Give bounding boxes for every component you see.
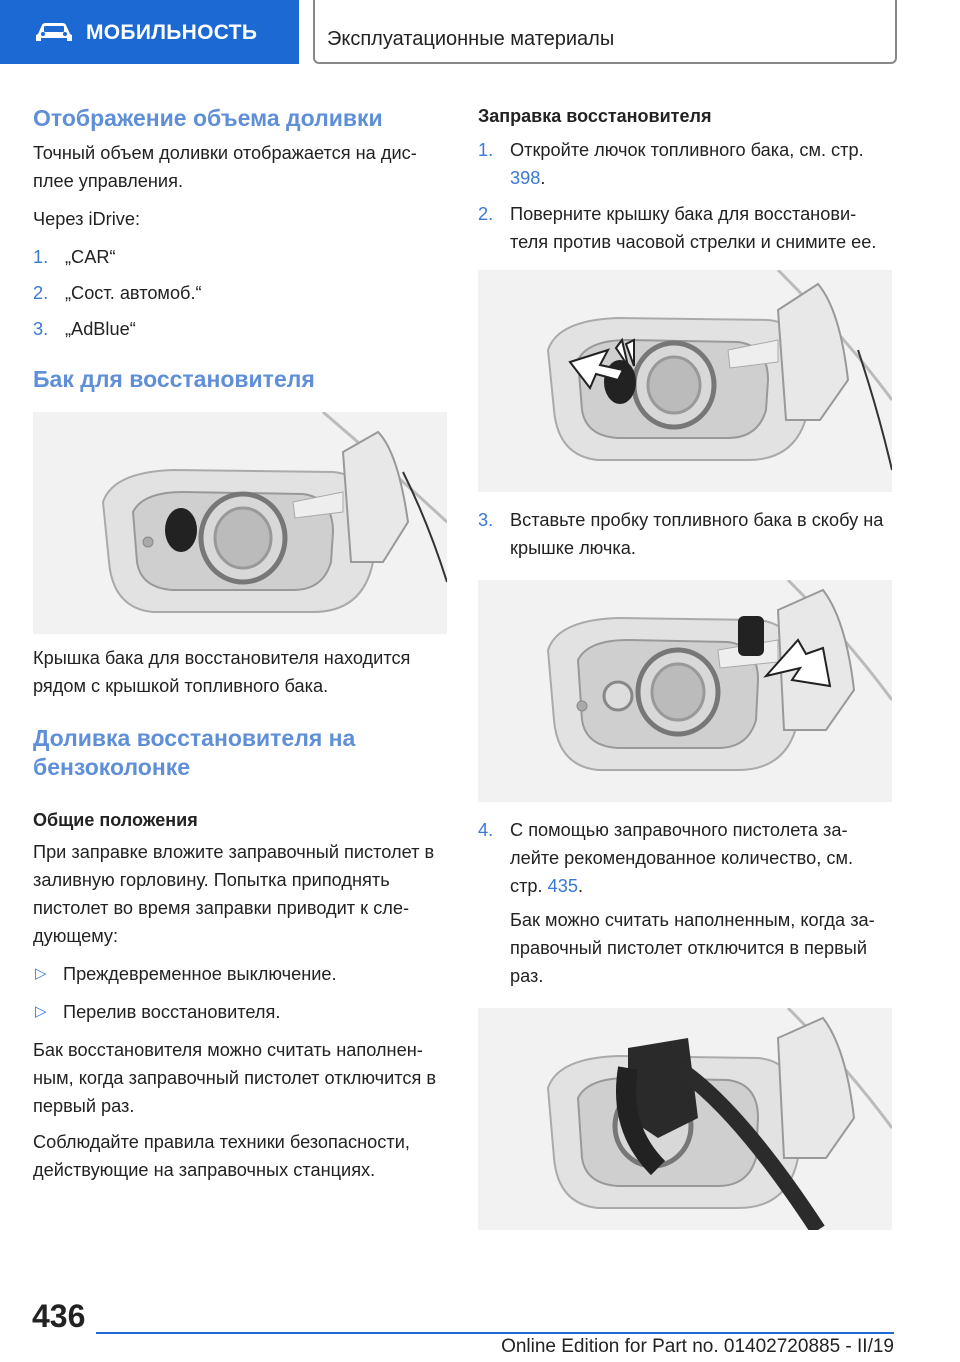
- heading-refill-station: Доливка восстановителя на бензоколонке: [33, 725, 356, 780]
- list-item: [478, 200, 890, 256]
- list-number: 3.: [33, 319, 49, 339]
- car-icon: [34, 20, 74, 44]
- paragraph-safety: Соблюдайте правила техники безопасности, действующие на заправочных станциях.: [33, 1132, 410, 1180]
- paragraph-via-idrive: Через iDrive:: [33, 209, 140, 229]
- list-item: [478, 506, 890, 562]
- footer-divider: [96, 1332, 894, 1334]
- list-item: [33, 998, 453, 1026]
- remove-cap-illustration: [478, 270, 892, 492]
- tank-lid-illustration: [33, 412, 447, 634]
- page-link-435[interactable]: 435: [547, 876, 579, 896]
- nozzle-illustration: [478, 1008, 892, 1230]
- list-item: [478, 816, 890, 900]
- right-column: [478, 100, 890, 1230]
- list-number: 2.: [33, 283, 49, 303]
- list-text-end: .: [540, 168, 546, 188]
- list-number: 4.: [478, 820, 494, 840]
- insert-cap-illustration: [478, 580, 892, 802]
- list-item: [33, 279, 453, 307]
- heading-volume: Отображение объема доливки: [33, 105, 383, 131]
- chapter-title: Эксплуатационные материалы: [327, 28, 615, 50]
- list-text: „Сост. автомоб.“: [65, 283, 202, 303]
- list-item: [33, 960, 453, 988]
- left-column: [33, 100, 453, 1184]
- list-text-end: .: [578, 876, 584, 896]
- heading-tank: Бак для восстановителя: [33, 366, 315, 392]
- list-text: Откройте лючок топливного бака, см. стр.: [510, 140, 864, 160]
- idrive-steps: [33, 243, 453, 343]
- page-number: 436: [32, 1298, 86, 1334]
- list-number: 1.: [478, 140, 494, 160]
- paragraph-general: При заправке вложите заправочный пистолет в заливную горловину. Попытка приподнять пистолет во время заправки приводит к сле-дующему:: [33, 842, 435, 946]
- list-text: Преждевременное выключение.: [63, 964, 337, 984]
- list-text: Вставьте пробку топливного бака в скобу на крышке лючка.: [510, 510, 884, 558]
- list-item: [33, 315, 453, 343]
- list-text: Поверните крышку бака для восстанови-теля против часовой стрелки и снимите ее.: [510, 204, 877, 252]
- chapter-title-box[interactable]: [313, 0, 897, 64]
- list-text: Перелив восстановителя.: [63, 1002, 281, 1022]
- heading-fill: Заправка восстановителя: [478, 106, 712, 126]
- list-text: „CAR“: [65, 247, 116, 267]
- section-tab[interactable]: [0, 0, 299, 64]
- list-number: 1.: [33, 247, 49, 267]
- triangle-right-icon: ▷: [35, 1003, 47, 1020]
- heading-general: Общие положения: [33, 810, 198, 830]
- triangle-right-icon: ▷: [35, 965, 47, 982]
- list-item: [478, 136, 890, 192]
- list-item: [33, 243, 453, 271]
- list-text: С помощью заправочного пистолета за-лейте рекомендованное количество, см. стр.: [510, 820, 854, 896]
- section-label: МОБИЛЬНОСТЬ: [86, 21, 258, 44]
- paragraph-volume: Точный объем доливки отображается на дис-плее управления.: [33, 143, 417, 191]
- bullet-list: [33, 960, 453, 1026]
- list-number: 2.: [478, 204, 494, 224]
- edition-footer: Online Edition for Part no. 01402720885 - II/19: [501, 1336, 894, 1357]
- paragraph-full: Бак восстановителя можно считать наполнен-ным, когда заправочный пистолет отключится в первый раз.: [33, 1040, 437, 1116]
- paragraph-step4: Бак можно считать наполненным, когда за-правочный пистолет отключится в первый раз.: [510, 910, 875, 986]
- list-number: 3.: [478, 510, 494, 530]
- list-text: „AdBlue“: [65, 319, 136, 339]
- caption-tank: Крышка бака для восстановителя находится рядом с крышкой топливного бака.: [33, 648, 411, 696]
- page-link-398[interactable]: 398: [510, 168, 541, 188]
